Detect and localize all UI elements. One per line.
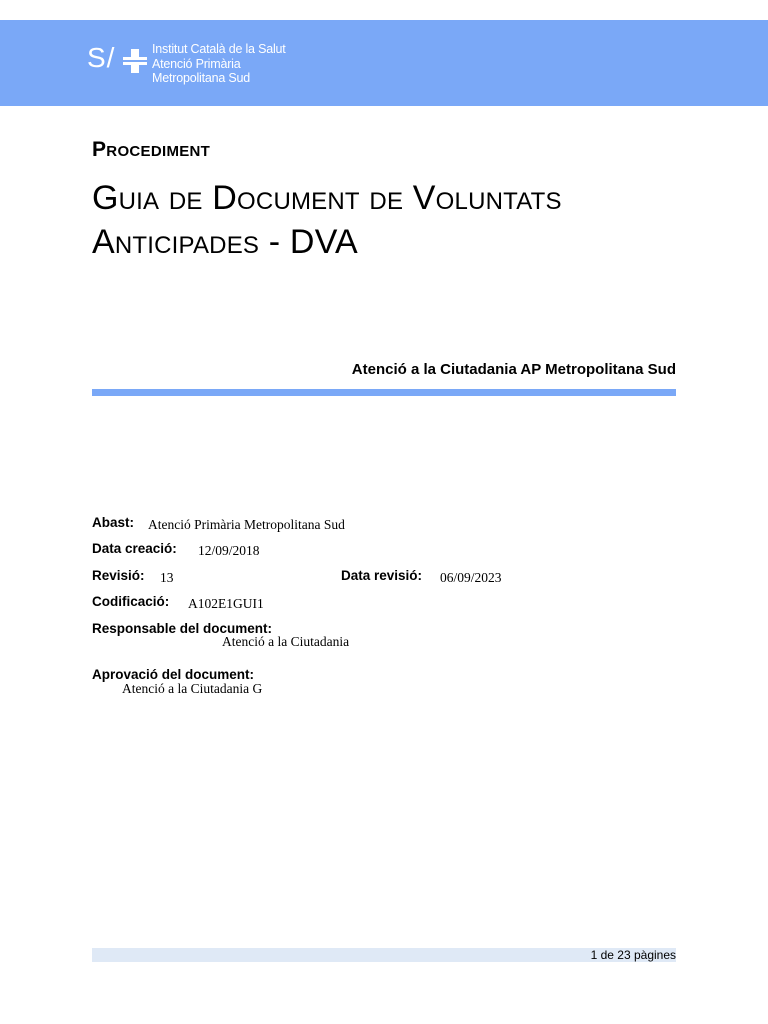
aprovacio-value: Atenció a la Ciutadania G (122, 681, 263, 696)
aprovacio-label: Aprovació del document: (92, 667, 255, 682)
abast-label: Abast: (92, 515, 135, 530)
responsable-label: Responsable del document: (92, 621, 273, 636)
page-counter: 1 de 23 pàgines (590, 948, 676, 962)
document-title-line-1: Guia de Document de Voluntats (92, 179, 562, 217)
org-name-line-3: Metropolitana Sud (152, 71, 251, 85)
footer-band (92, 948, 676, 962)
revisio-label: Revisió: (92, 568, 145, 583)
abast-value: Atenció Primària Metropolitana Sud (148, 517, 345, 532)
health-cross-icon (122, 48, 148, 74)
revisio-value: 13 (160, 570, 174, 585)
codificacio-value: A102E1GUI1 (188, 596, 264, 611)
document-title-line-2: Anticipades - DVA (92, 223, 358, 261)
document-type: Procediment (92, 138, 211, 161)
codificacio-label: Codificació: (92, 594, 170, 609)
data-revisio-value: 06/09/2023 (440, 570, 502, 585)
org-name-line-1: Institut Català de la Salut (152, 42, 286, 56)
data-creacio-label: Data creació: (92, 541, 177, 556)
data-creacio-value: 12/09/2018 (198, 543, 260, 558)
title-divider (92, 389, 676, 396)
data-revisio-label: Data revisió: (341, 568, 423, 583)
logo-mark: S/ (87, 42, 116, 73)
responsable-value: Atenció a la Ciutadania (222, 634, 350, 649)
document-title (92, 176, 692, 264)
org-name-line-2: Atenció Primària (152, 56, 241, 71)
org-name (152, 42, 286, 86)
department-name: Atenció a la Ciutadania AP Metropolitana Sud (351, 361, 676, 378)
